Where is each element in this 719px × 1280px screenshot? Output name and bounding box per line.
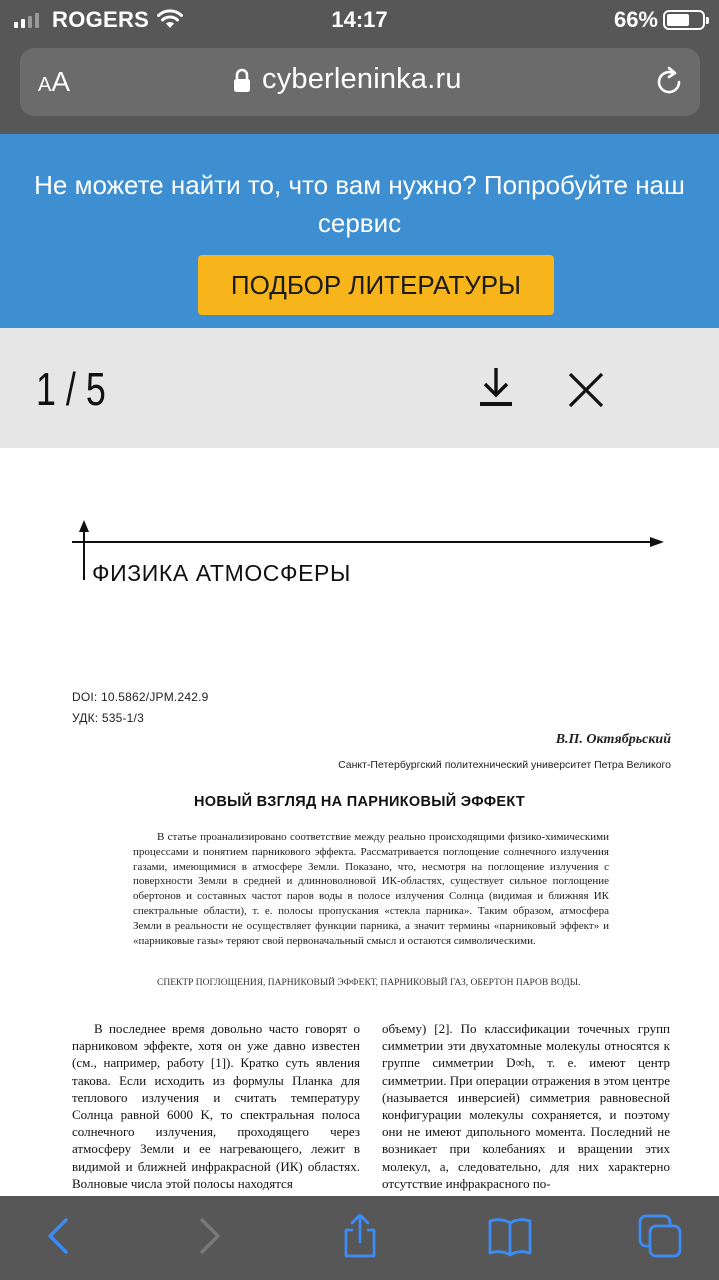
carrier-name: ROGERS (52, 7, 150, 32)
body-text-left-column: В последнее время довольно часто говорят о парниковом эффекте, хотя он уже давно известен (см., например, работу [1]). Кратко суть явления такова. Если исходить из формулы Планка для теплового излучения и считать температуру Солнца равной 6000 K, то спектральная полоса солнечного излучения, проходящего через атмосферу Земли и ее нагревающего, лежит в видимой и ближней инфракрасной (ИК) областях. Волновые числа этой полосы находятся (72, 1021, 360, 1191)
pdf-viewer-toolbar (0, 328, 719, 448)
article-abstract: В статье проанализировано соответствие между реально происходящими физико-химическими процессами и понятием парникового эффекта. Рассматривается поглощение солнечного излучения газами, имеющимися в атмосфере Земли. Показано, что, несмотря на поглощение излучения с поверхности Земли в средней и длинноволновой ИК-областях, существует сильное поглощение обертонов и составных частот паров воды в полосе излучения Солнца (видимая и ближняя ИК спектральные области), т. е. полосы пропускания «стекла парника». Таким образом, атмосфера Земли в реальности не осуществляет функции парника, а значит термины «парниковый эффект» и «парниковые газы» теряют свой первоначальный смысл и остаются символическими. (133, 831, 609, 947)
tabs-icon[interactable] (636, 1214, 684, 1258)
browser-top-chrome (0, 0, 719, 134)
author-name: В.П. Октябрьский (555, 732, 671, 747)
address-bar[interactable] (20, 48, 700, 116)
battery-icon (663, 10, 705, 30)
download-icon[interactable] (476, 364, 516, 412)
body-text-right-column: объему) [2]. По классификации точечных групп симметрии эти двухатомные молекулы относятся к группе симметрии D∞h, т. е. имеют центр симметрии. При операции отражения в этом центре (называется инверсией) симметрия равновесной конфигурации молекулы сохраняется, и поэтому они не имеют дипольного момента. Последний не возникает при колебаниях и вращении этих молекул, а, следовательно, для них характерно отсутствие инфракрасного по- (382, 1021, 670, 1191)
doi-line: DOI: 10.5862/JPM.242.9 (72, 690, 209, 704)
browser-bottom-toolbar (0, 1196, 719, 1280)
lock-icon (232, 68, 252, 94)
battery-level (667, 14, 689, 26)
article-title: НОВЫЙ ВЗГЛЯД НА ПАРНИКОВЫЙ ЭФФЕКТ (193, 794, 526, 810)
url-text[interactable]: cyberleninka.ru (262, 63, 462, 95)
forward-icon[interactable] (184, 1214, 232, 1258)
battery-percentage: 66% (613, 7, 658, 32)
author-affiliation: Санкт-Петербургский политехнический университет Петра Великого (338, 759, 671, 771)
status-bar (0, 0, 719, 40)
clock: 14:17 (331, 7, 388, 32)
document-page[interactable] (0, 448, 719, 1196)
section-heading: ФИЗИКА АТМОСФЕРЫ (92, 560, 351, 586)
literature-selection-button[interactable]: ПОДБОР ЛИТЕРАТУРЫ (198, 255, 554, 315)
back-icon[interactable] (36, 1214, 84, 1258)
promo-banner (0, 134, 719, 328)
close-icon[interactable] (564, 368, 608, 412)
article-keywords: СПЕКТР ПОГЛОЩЕНИЯ, ПАРНИКОВЫЙ ЭФФЕКТ, ПАРНИКОВЫЙ ГАЗ, ОБЕРТОН ПАРОВ ВОДЫ. (157, 978, 581, 988)
reload-icon[interactable] (652, 65, 686, 99)
promo-text: Не можете найти то, что вам нужно? Попробуйте наш сервис (34, 170, 685, 238)
text-size-button[interactable]: AA (38, 66, 71, 97)
page-counter: 1 / 5 (36, 363, 106, 415)
udk-line: УДК: 535-1/3 (72, 711, 144, 725)
bookmarks-icon[interactable] (486, 1214, 534, 1258)
share-icon[interactable] (336, 1214, 384, 1258)
